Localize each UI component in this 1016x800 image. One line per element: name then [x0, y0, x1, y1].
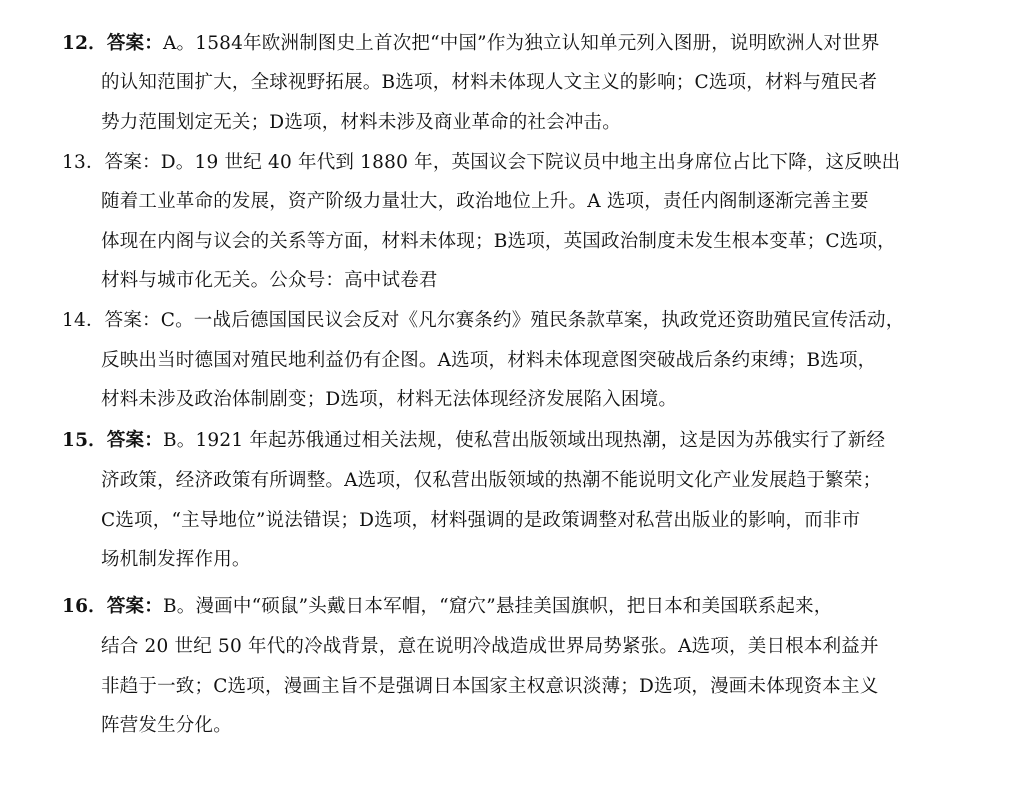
answer-15-number: 15．: [62, 430, 107, 451]
answer-16-line-4: 阵营发生分化。: [101, 715, 232, 736]
answer-14-label: 答案：: [104, 310, 161, 331]
answer-16-line-1: [62, 594, 833, 620]
answer-13-label: 答案：: [104, 152, 161, 173]
answer-15-line-1: [62, 428, 885, 454]
answer-13-number: 13．: [62, 152, 105, 173]
answer-13-line-3: 体现在内阁与议会的关系等方面，材料未体现；B选项，英国政治制度未发生根本变革；C选项，: [101, 231, 896, 252]
answer-15-line-4: 场机制发挥作用。: [101, 549, 251, 570]
answer-15-line-2: 济政策，经济政策有所调整。A选项，仅私营出版领域的热潮不能说明文化产业发展趋于繁荣；: [101, 470, 882, 491]
answer-15-label: 答案：: [106, 430, 163, 451]
answer-14-line-3: 材料未涉及政治体制剧变；D选项，材料无法体现经济发展陷入困境。: [101, 389, 678, 410]
answer-12-line-1: [62, 31, 880, 57]
answer-12-line-2: 的认知范围扩大，全球视野拓展。B选项，材料未体现人文主义的影响；C选项，材料与殖民者: [101, 72, 878, 93]
answer-12-label: 答案：: [106, 33, 163, 54]
answer-12-text-1: A。1584年欧洲制图史上首次把“中国”作为独立认知单元列入图册，说明欧洲人对世界: [162, 33, 880, 54]
answer-16-label: 答案：: [106, 596, 163, 617]
answer-13-line-1: [62, 150, 900, 176]
answer-12-number: 12．: [62, 33, 107, 54]
answer-14-number: 14．: [62, 310, 105, 331]
answer-14-line-2: 反映出当时德国对殖民地利益仍有企图。A选项，材料未体现意图突破战后条约束缚；B选项，: [101, 350, 877, 371]
answer-13-line-2: 随着工业革命的发展，资产阶级力量壮大，政治地位上升。A 选项，责任内阁制逐渐完善主要: [101, 191, 869, 212]
answer-15-line-3: C选项，“主导地位”说法错误；D选项，材料强调的是政策调整对私营出版业的影响，而非市: [101, 510, 861, 531]
answer-14-text-1: C。一战后德国国民议会反对《凡尔赛条约》殖民条款草案，执政党还资助殖民宣传活动，: [160, 310, 905, 331]
answer-16-number: 16．: [62, 596, 107, 617]
answer-15-text-1: B。1921 年起苏俄通过相关法规，使私营出版领域出现热潮，这是因为苏俄实行了新经: [162, 430, 886, 451]
answer-16-line-2: 结合 20 世纪 50 年代的冷战背景，意在说明冷战造成世界局势紧张。A选项，美日根本利益并: [101, 636, 879, 657]
answer-13-line-4: 材料与城市化无关。公众号：高中试卷君: [101, 270, 438, 291]
answer-14-line-1: [62, 308, 904, 334]
answer-16-line-3: 非趋于一致；C选项，漫画主旨不是强调日本国家主权意识淡薄；D选项，漫画未体现资本主义: [101, 676, 879, 697]
answer-16-text-1: B。漫画中“硕鼠”头戴日本军帽，“窟穴”悬挂美国旗帜，把日本和美国联系起来，: [162, 596, 833, 617]
answer-12-line-3: 势力范围划定无关；D选项，材料未涉及商业革命的社会冲击。: [101, 112, 621, 133]
answer-13-text-1: D。19 世纪 40 年代到 1880 年，英国议会下院议员中地主出身席位占比下降，这反映出: [160, 152, 901, 173]
